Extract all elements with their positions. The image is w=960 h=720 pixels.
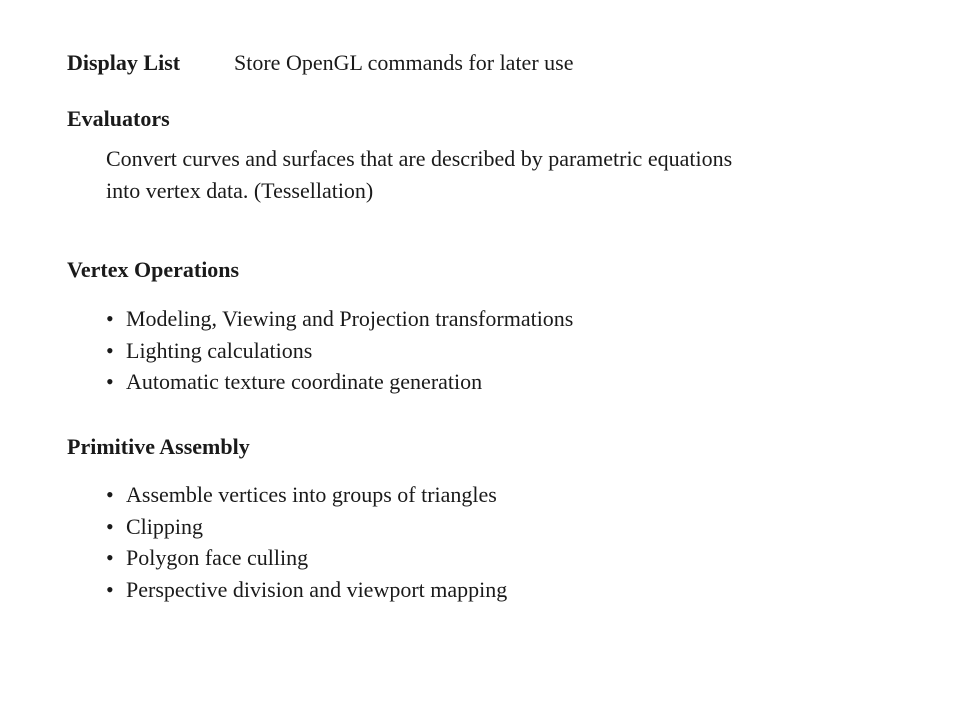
bullet-icon: • — [106, 369, 114, 394]
display-list-description: Store OpenGL commands for later use — [234, 50, 574, 75]
display-list-heading: Display List — [67, 50, 181, 75]
bullet-icon: • — [106, 576, 114, 602]
vertex-operations-heading: Vertex Operations — [67, 257, 240, 282]
evaluators-line-1: Convert curves and surfaces that are described by parametric equations — [106, 146, 733, 171]
bullet-icon: • — [106, 513, 114, 539]
evaluators-heading: Evaluators — [67, 106, 170, 131]
evaluators-description — [106, 143, 906, 207]
primitive-assembly-heading: Primitive Assembly — [67, 434, 250, 459]
list-item: • Perspective division and viewport mapping — [106, 574, 507, 606]
bullet-icon: • — [106, 482, 114, 507]
list-item: • Clipping — [106, 511, 507, 543]
list-item: • Assemble vertices into groups of triangles — [106, 479, 507, 511]
bullet-icon: • — [106, 306, 114, 331]
primitive-assembly-list — [106, 479, 507, 605]
list-item: • Modeling, Viewing and Projection transformations — [106, 303, 573, 335]
bullet-icon: • — [106, 545, 114, 570]
list-item: • Lighting calculations — [106, 335, 573, 367]
list-item: • Automatic texture coordinate generation — [106, 366, 573, 398]
evaluators-line-2: into vertex data. (Tessellation) — [106, 178, 374, 203]
list-item: • Polygon face culling — [106, 542, 507, 574]
vertex-operations-list — [106, 303, 573, 398]
bullet-icon: • — [106, 337, 114, 363]
